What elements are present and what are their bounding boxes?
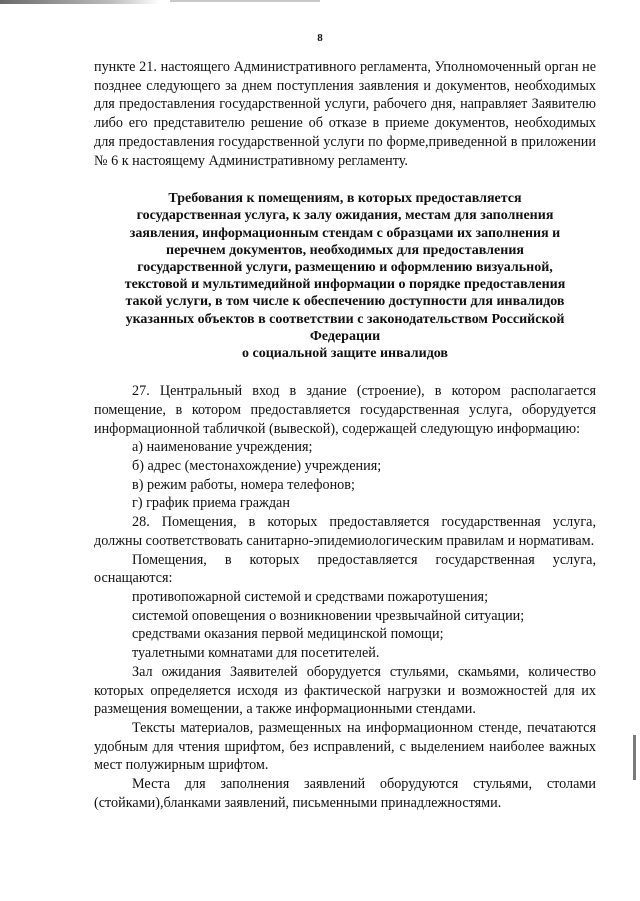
- document-body: [94, 58, 596, 812]
- heading-line: заявления, информационным стендам с образцами их заполнения и: [129, 225, 561, 241]
- intro-paragraph: пункте 21. настоящего Административного регламента, Уполномоченный орган не позднее следующего за днем поступления заявления и документов, необходимых для предоставления государственной услуги, рабочего дня, направляет Заявителю либо его представителю решение об отказе в приеме документов, необходимых для предоставления государственной услуги по форме,приведенной в приложении № 6 к настоящему Административному регламенту.: [94, 59, 596, 169]
- section-heading: [94, 190, 596, 362]
- equipment-intro: Помещения, в которых предоставляется государственная услуга, оснащаются:: [94, 551, 596, 587]
- heading-line: Требования к помещениям, в которых предоставляется: [168, 191, 522, 207]
- heading-line: текстовой и мультимедийной информации о порядке предоставления: [124, 277, 566, 293]
- list-item: г) график приема граждан: [132, 495, 290, 512]
- heading-line: такой услуги, в том числе к обеспечению доступности для инвалидов: [125, 294, 565, 310]
- clause-28-text: 28. Помещения, в которых предоставляется государственная услуга, должны соответствовать санитарно-эпидемиологическим правилам и нормативам.: [94, 514, 596, 549]
- list-item: туалетными комнатами для посетителей.: [132, 645, 380, 662]
- heading-line: Федерации: [309, 328, 381, 344]
- materials-paragraph: Тексты материалов, размещенных на информационном стенде, печатаются удобным для чтения шрифтом, без исправлений, с выделением наиболее важных мест полужирным шрифтом.: [94, 719, 596, 774]
- heading-line: государственной услуги, размещению и оформлению визуальной,: [137, 260, 553, 276]
- clause-27-text: 27. Центральный вход в здание (строение), в котором располагается помещение, в котором предоставляется государственная услуга, оборудуется информационной табличкой (вывеской), содержащей следующую информацию:: [94, 383, 596, 437]
- scan-edge-right: [633, 735, 636, 780]
- list-item: противопожарной системой и средствами пожаротушения;: [132, 588, 489, 605]
- scan-edge-top: [0, 0, 160, 4]
- heading-line: перечнем документов, необходимых для предоставления: [166, 242, 524, 258]
- page-number: 8: [317, 32, 323, 44]
- waiting-hall-paragraph: Зал ожидания Заявителей оборудуется стульями, скамьями, количество которых определяется исходя из фактической нагрузки и возможностей для их размещения вомещении, а также информационными стендами.: [94, 663, 596, 718]
- heading-line: государственная услуга, к залу ожидания, местам для заполнения: [136, 208, 554, 224]
- list-item: средствами оказания первой медицинской помощи;: [132, 626, 444, 643]
- list-item: в) режим работы, номера телефонов;: [132, 476, 355, 493]
- list-item: системой оповещения о возникновении чрезвычайной ситуации;: [132, 607, 525, 624]
- list-item: б) адрес (местонахождение) учреждения;: [132, 458, 382, 475]
- heading-line: указанных объектов в соответствии с законодательством Российской: [125, 311, 565, 327]
- list-item: а) наименование учреждения;: [132, 439, 313, 456]
- scan-edge-top-faint: [170, 0, 320, 2]
- heading-line: о социальной защите инвалидов: [242, 346, 448, 362]
- filling-places-paragraph: Места для заполнения заявлений оборудуются стульями, столами (стойками),бланками заявлений, письменными принадлежностями.: [94, 776, 596, 811]
